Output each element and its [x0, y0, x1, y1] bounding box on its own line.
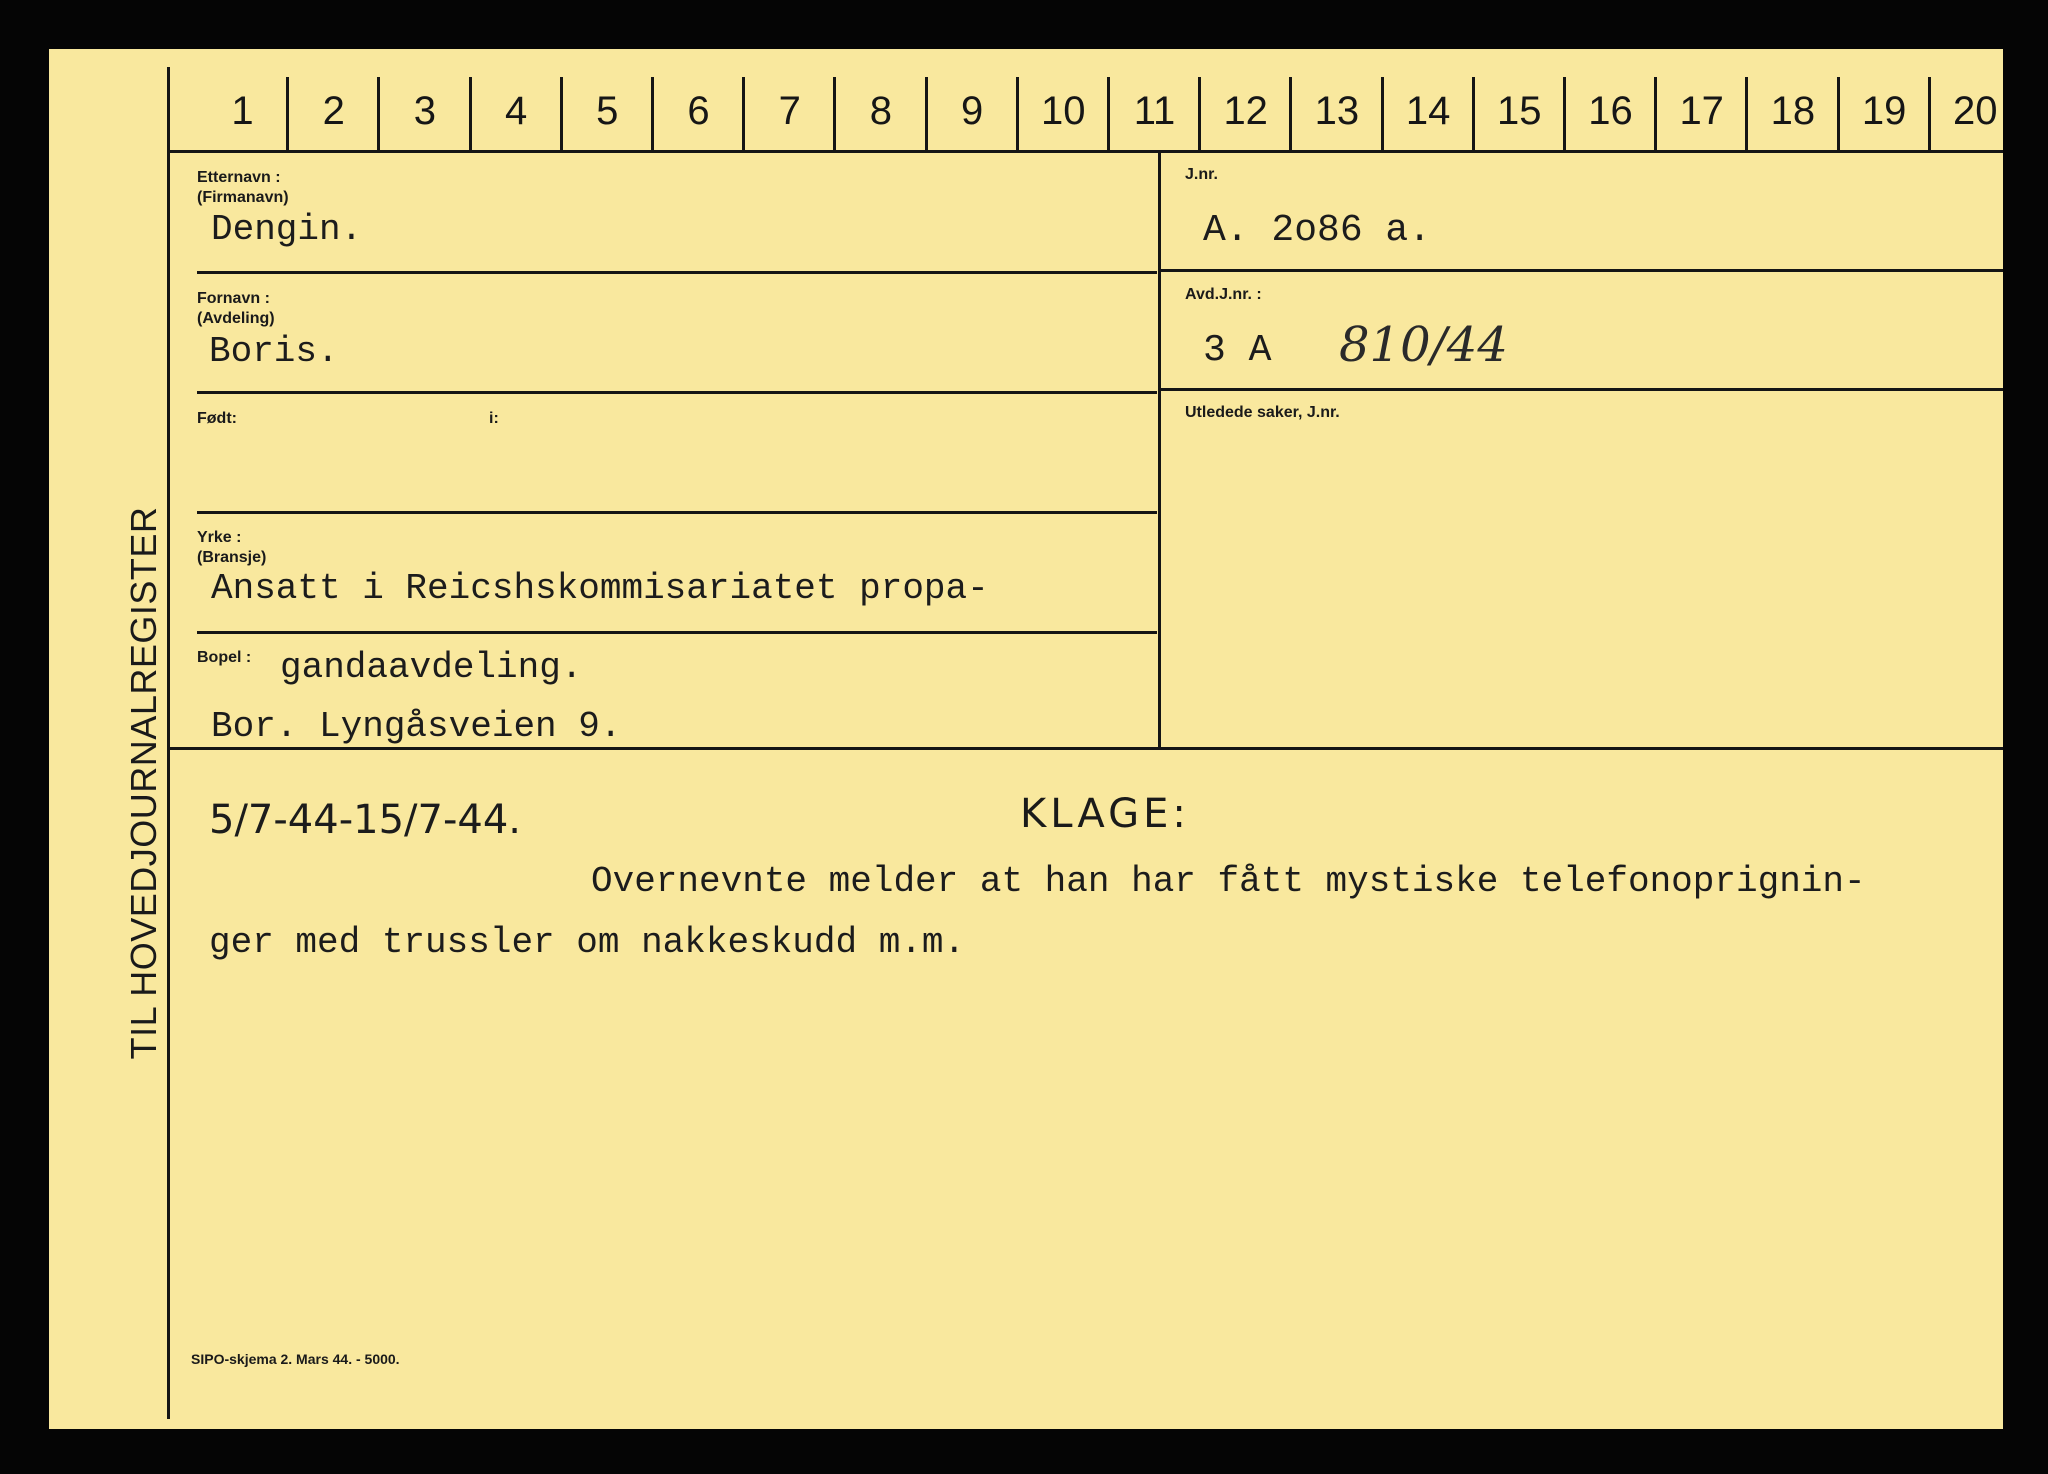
bopel-value-line1: gandaavdeling. [280, 647, 583, 688]
bopel-value-line2: Bor. Lyngåsveien 9. [211, 706, 622, 747]
column-number: 12 [1223, 89, 1268, 133]
note-line-1: Overnevnte melder at han har fått mystiske telefonoprignin- [591, 861, 1866, 902]
column-number: 10 [1041, 89, 1086, 133]
index-card [49, 49, 2003, 1429]
avd-jnr-typed-value: 3 A [1203, 329, 1272, 372]
column-divider [925, 77, 928, 151]
column-divider [469, 77, 472, 151]
column-number: 3 [413, 89, 437, 133]
margin-line [167, 67, 170, 1419]
avd-jnr-handwritten-value: 810/44 [1339, 317, 1508, 373]
yrke-value: Ansatt i Reicshskommisariatet propa- [211, 568, 989, 609]
column-divider [1016, 77, 1019, 151]
column-number: 15 [1497, 89, 1542, 133]
column-divider [651, 77, 654, 151]
column-number: 7 [778, 89, 801, 133]
column-number: 8 [869, 89, 893, 133]
column-divider [286, 77, 289, 151]
fodt-label: Født: [197, 410, 237, 427]
column-number: 14 [1405, 89, 1451, 133]
top-rule [169, 150, 2003, 153]
column-number: 11 [1133, 89, 1176, 133]
rule-left-2 [197, 391, 1157, 394]
column-divider [1745, 77, 1748, 151]
rule-left-3 [197, 511, 1157, 514]
etternavn-label: Etternavn : (Firmanavn) [197, 169, 289, 206]
yrke-label: Yrke : (Bransje) [197, 529, 267, 566]
column-divider [1654, 77, 1657, 151]
jnr-value: A. 2o86 a. [1203, 209, 1432, 252]
column-number: 19 [1861, 89, 1907, 133]
column-number: 1 [231, 89, 254, 133]
column-number: 5 [596, 89, 619, 133]
column-divider [377, 77, 380, 151]
rule-left-4 [197, 631, 1157, 634]
note-line-2: ger med trussler om nakkeskudd m.m. [209, 922, 966, 963]
column-divider [1289, 77, 1292, 151]
column-divider [560, 77, 563, 151]
center-divider [1158, 150, 1161, 748]
fornavn-value: Boris. [209, 331, 339, 372]
fornavn-label: Fornavn : (Avdeling) [197, 290, 275, 327]
column-number: 4 [504, 89, 528, 133]
column-number: 17 [1679, 89, 1724, 133]
column-divider [1107, 77, 1110, 151]
column-divider [1837, 77, 1840, 151]
utledede-label: Utledede saker, J.nr. [1185, 404, 1340, 421]
etternavn-value: Dengin. [211, 209, 363, 250]
fodt-place-label: i: [489, 410, 499, 427]
column-number: 9 [960, 89, 984, 133]
column-divider [1563, 77, 1566, 151]
column-number: 16 [1588, 89, 1633, 133]
column-number: 6 [687, 89, 710, 133]
column-divider [1198, 77, 1201, 151]
column-divider [742, 77, 745, 151]
bopel-label: Bopel : [197, 649, 252, 666]
klage-heading: KLAGE: [1020, 791, 1190, 837]
rule-right-2 [1160, 388, 2003, 391]
avd-jnr-label: Avd.J.nr. : [1185, 286, 1262, 303]
date-range: 5/7-44-15/7-44. [209, 797, 522, 843]
column-number: 18 [1770, 89, 1816, 133]
jnr-label: J.nr. [1185, 166, 1218, 183]
column-divider [1928, 77, 1931, 151]
column-divider [833, 77, 836, 151]
column-number: 13 [1314, 89, 1360, 133]
column-divider [1381, 77, 1384, 151]
rule-right-1 [1160, 269, 2003, 272]
column-number: 20 [1953, 89, 1998, 133]
bottom-rule [169, 747, 2003, 750]
form-footer: SIPO-skjema 2. Mars 44. - 5000. [191, 1351, 400, 1367]
rule-left-1 [197, 271, 1157, 274]
column-divider [1472, 77, 1475, 151]
side-title: TIL HOVEDJOURNALREGISTER [123, 506, 164, 1060]
column-number: 2 [322, 89, 345, 133]
